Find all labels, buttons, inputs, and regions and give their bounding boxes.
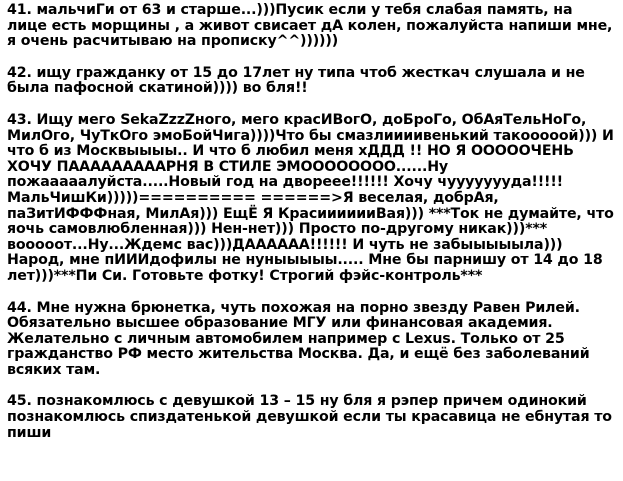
entry-number: 43. xyxy=(7,111,32,128)
entry-number: 45. xyxy=(7,393,32,410)
entry-number: 42. xyxy=(7,64,32,81)
entry-text: мальчиГи от 63 и старше...)))Пусик если у тебя слабая память, на лице есть морщины , а живот свисает дА колен, пожалуйста напиши мне, я очень расчитываю на прописку^^)))))) xyxy=(7,2,618,50)
entry-44 xyxy=(7,301,617,379)
entry-41 xyxy=(7,3,617,50)
entry-number: 41. xyxy=(7,2,32,18)
entry-43 xyxy=(7,113,617,285)
entry-42 xyxy=(7,66,617,97)
entry-text: Мне нужна брюнетка, чуть похожая на порно звезду Равен Рилей. Обязательно высшее образование МГУ или финансовая академия. Желательно с личным автомобилем например с Lexus. Только от 25 гражданство РФ место жительства Москва. Да, и ещё без заболеваний всяких там. xyxy=(7,299,595,378)
entry-text: ищу гражданку от 15 до 17лет ну типа чтоб жесткач слушала и не была пафосной скатиной)))) во бля!! xyxy=(7,64,590,97)
entry-text: познакомлюсь с девушкой 13 – 15 ну бля я рэпер причем одинокий познакомлюсь спиздатенькой девушкой если ты красавица не ебнутая то пиши xyxy=(7,393,617,441)
entry-text: Ищу мего SekaZzzZного, мего красИВогО, доБроГо, ОбАяТельНоГо, МилОго, ЧуТкОго эмоБойЧига))))Что бы смазлиииивенький такооооой))) И что б из Москвыыыы.. И что б любил меня хДДД !! НО Я ОООООЧЕНЬ ХОЧУ ПАААААААААРНЯ В СТИЛЕ ЭМОООООООО......Ну пожааааалуйста.....Новый год на двореее!!!!!! Хочу чуууууууда!!!!!МальЧишКи)))))========== ======>Я веселая, добрАя, паЗитИФФФная, МилАя))) ЕщЁ Я КрасииииииВая))) ***Ток не думайте, что яочь самовлюбленная))) Нен-нет))) Просто по-другому никак)))*** вооооот...Ну...Ждемс вас)))ДАААААА!!!!!! И чуть не забыыыыыла))) Народ, мне пИИИдофилы не нуныыыыы..... Мне бы парнишу от 14 до 18 лет)))***Пи Си. Готовьте фотку! Строгий фэйс-контроль*** xyxy=(7,111,619,284)
entry-45 xyxy=(7,394,617,441)
entry-number: 44. xyxy=(7,299,32,316)
